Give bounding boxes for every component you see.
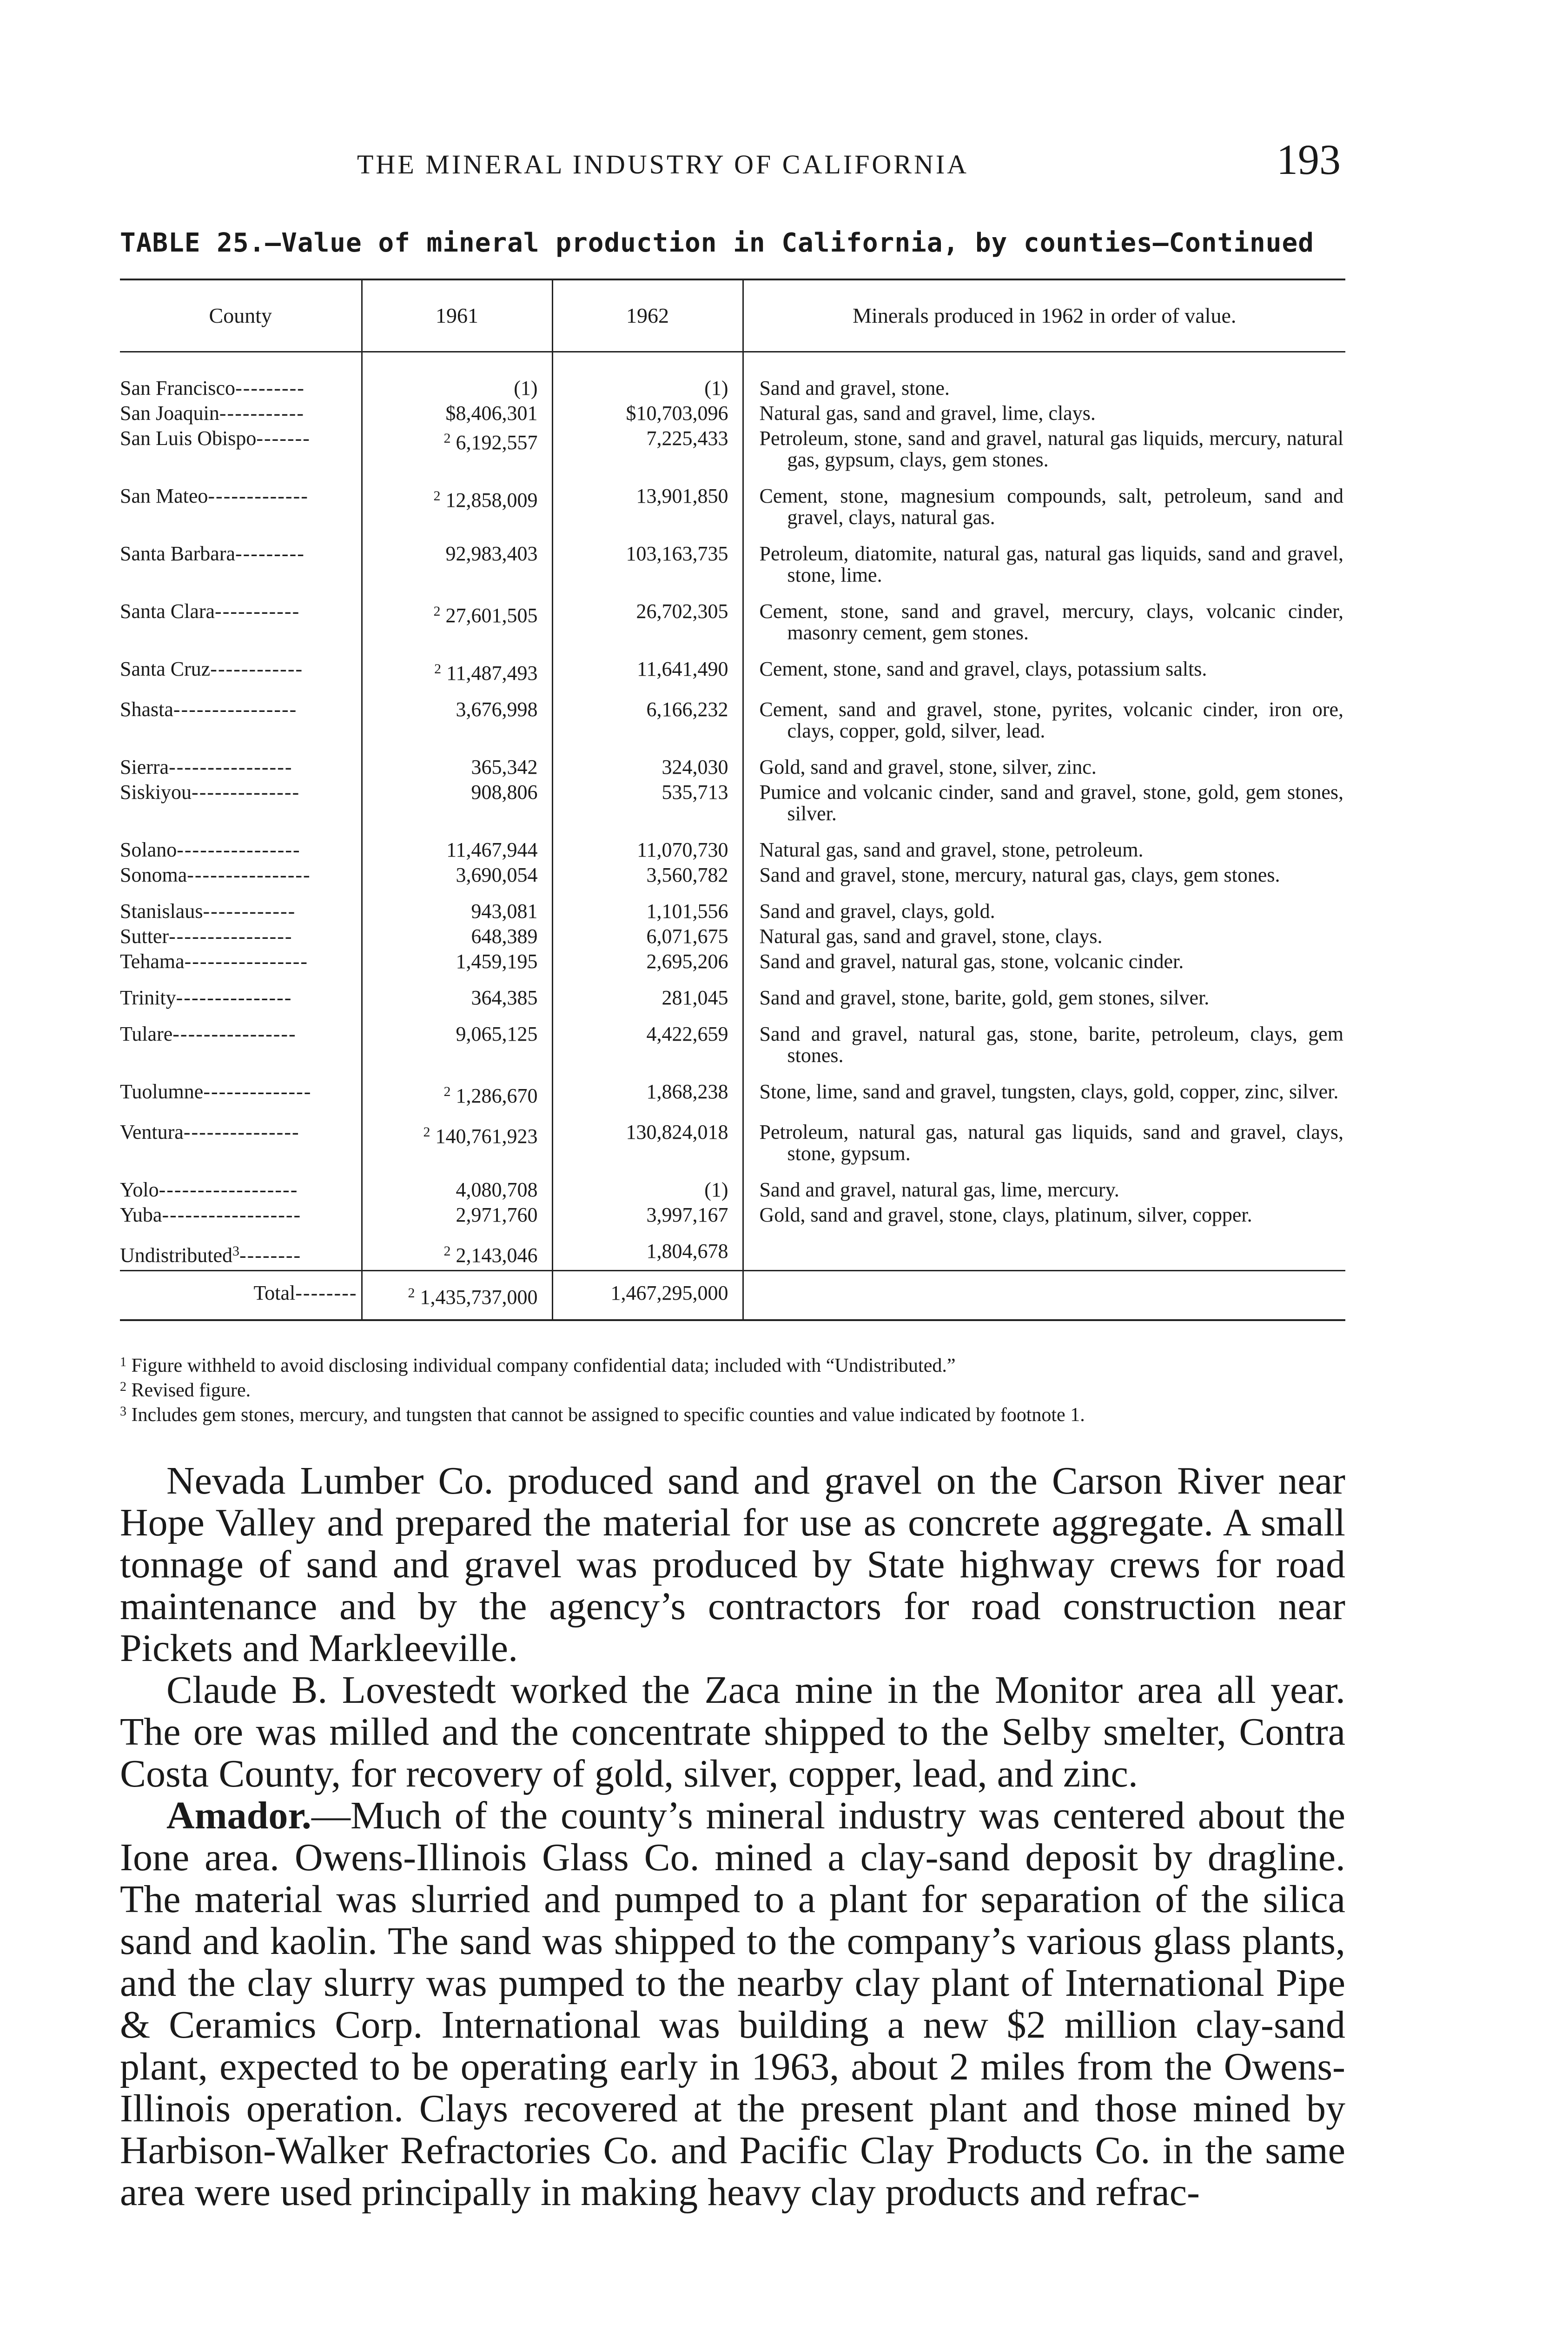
- county-cell: Undistributed$^3$--------: [120, 1243, 302, 1267]
- document-page: [120, 135, 1345, 2213]
- county-cell: Sonoma----------------: [120, 864, 311, 886]
- county-cell: Santa Barbara---------: [120, 542, 305, 565]
- county-cell: Tuolumne--------------: [120, 1080, 312, 1103]
- value-1962-cell: 1,101,556: [552, 890, 743, 926]
- body-text: [120, 1460, 1345, 2213]
- value-1961-cell: 1,459,195: [362, 951, 552, 976]
- minerals-cell: Petroleum, stone, sand and gravel, natural gas liquids, mercury, natural gas, gypsum, clays, gem stones.: [743, 428, 1345, 474]
- value-1962-cell: 281,045: [552, 976, 743, 1012]
- table-row: [120, 745, 1345, 782]
- value-1961-cell: 92,983,403: [362, 532, 552, 590]
- value-1961-cell: $^2$ 1,286,670: [362, 1070, 552, 1110]
- value-1961-cell: 3,690,054: [362, 864, 552, 890]
- footnote: $^1$ Figure withheld to avoid disclosing individual company confidential data; included with “Undistributed.”: [120, 1355, 956, 1376]
- table-row: [120, 1012, 1345, 1070]
- value-1962-cell: 1,868,238: [552, 1070, 743, 1110]
- minerals-cell: Sand and gravel, stone, barite, gold, gem stones, silver.: [743, 976, 1345, 1012]
- county-cell: Trinity---------------: [120, 986, 292, 1009]
- value-1962-cell: 1,804,678: [552, 1229, 743, 1271]
- county-cell: Solano----------------: [120, 838, 301, 861]
- running-head: [120, 135, 1345, 195]
- table-row: [120, 590, 1345, 647]
- minerals-cell: Petroleum, diatomite, natural gas, natural gas liquids, sand and gravel, stone, lime.: [743, 532, 1345, 590]
- minerals-cell: Gold, sand and gravel, stone, clays, platinum, silver, copper.: [743, 1204, 1345, 1229]
- value-1961-cell: 3,676,998: [362, 688, 552, 745]
- table-row: [120, 1070, 1345, 1110]
- value-1961-cell: $^2$ 6,192,557: [362, 428, 552, 474]
- paragraph: Claude B. Lovestedt worked the Zaca mine in the Monitor area all year. The ore was milled and the concentrate shipped to the Selby smelter, Contra Costa County, for recovery of gold, silver, copper, lead, and zinc.: [120, 1668, 1345, 1795]
- paragraph: Nevada Lumber Co. produced sand and gravel on the Carson River near Hope Valley and prepared the material for use as concrete aggregate. A small tonnage of sand and gravel was produced by State highway crews for road maintenance and by the agency’s contractors for road construction near Pickets and Markleeville.: [120, 1459, 1345, 1670]
- value-1962-cell: 11,641,490: [552, 647, 743, 688]
- total-label: Total--------: [120, 1271, 362, 1321]
- county-cell: Ventura---------------: [120, 1121, 300, 1143]
- minerals-cell: Stone, lime, sand and gravel, tungsten, clays, gold, copper, zinc, silver.: [743, 1070, 1345, 1110]
- section-lead: Amador.: [166, 1794, 311, 1837]
- value-1961-cell: $8,406,301: [362, 403, 552, 428]
- value-1961-cell: 364,385: [362, 976, 552, 1012]
- county-cell: Sutter----------------: [120, 926, 293, 948]
- total-1962-cell: 1,467,295,000: [552, 1271, 743, 1321]
- county-cell: San Joaquin-----------: [120, 403, 305, 425]
- minerals-cell: Sand and gravel, stone.: [743, 352, 1345, 403]
- value-1961-cell: 2,971,760: [362, 1204, 552, 1229]
- value-1962-cell: 6,071,675: [552, 926, 743, 951]
- minerals-cell: Pumice and volcanic cinder, sand and gravel, stone, gold, gem stones, silver.: [743, 782, 1345, 828]
- value-1961-cell: 908,806: [362, 782, 552, 828]
- value-1962-cell: 130,824,018: [552, 1110, 743, 1168]
- table-row: [120, 1110, 1345, 1168]
- table-body: [120, 352, 1345, 1321]
- total-minerals-cell: [743, 1271, 1345, 1321]
- footnote: $^2$ Revised figure.: [120, 1380, 251, 1401]
- total-1961-cell: $^2$ 1,435,737,000: [362, 1271, 552, 1321]
- running-head-title: THE MINERAL INDUSTRY OF CALIFORNIA: [357, 149, 969, 179]
- table-row: [120, 951, 1345, 976]
- value-1962-cell: 7,225,433: [552, 428, 743, 474]
- value-1962-cell: (1): [552, 352, 743, 403]
- minerals-cell: Natural gas, sand and gravel, stone, clays.: [743, 926, 1345, 951]
- value-1962-cell: 26,702,305: [552, 590, 743, 647]
- table-row: [120, 474, 1345, 532]
- table-caption: TABLE 25.—Value of mineral production in California, by counties—Continued: [120, 228, 1314, 258]
- county-cell: Tulare----------------: [120, 1023, 297, 1045]
- table-row: [120, 976, 1345, 1012]
- table-row: [120, 647, 1345, 688]
- minerals-cell: [743, 1229, 1345, 1271]
- county-cell: San Francisco---------: [120, 377, 305, 399]
- table-row: [120, 1168, 1345, 1204]
- value-1961-cell: 11,467,944: [362, 828, 552, 864]
- value-1961-cell: 9,065,125: [362, 1012, 552, 1070]
- value-1962-cell: 4,422,659: [552, 1012, 743, 1070]
- table-row: [120, 864, 1345, 890]
- value-1961-cell: 4,080,708: [362, 1168, 552, 1204]
- value-1962-cell: 3,560,782: [552, 864, 743, 890]
- value-1962-cell: (1): [552, 1168, 743, 1204]
- value-1961-cell: 648,389: [362, 926, 552, 951]
- county-cell: Sierra----------------: [120, 756, 293, 778]
- table-row: [120, 403, 1345, 428]
- value-1961-cell: (1): [362, 352, 552, 403]
- page-number: 193: [1277, 136, 1341, 183]
- paragraph: Amador.—Much of the county’s mineral industry was centered about the Ione area. Owens-Illinois Glass Co. mined a clay-sand deposit by dragline. The material was slurried and pumped to a plant for separation of the silica sand and kaolin. The sand was shipped to the company’s various glass plants, and the clay slurry was pumped to the nearby clay plant of International Pipe & Ceramics Corp. International was building a new $2 million clay-sand plant, expected to be operating early in 1963, about 2 miles from the Owens-Illinois operation. Clays recovered at the present plant and those mined by Harbison-Walker Refractories Co. and Pacific Clay Products Co. in the same area were used principally in making heavy clay products and refrac-: [120, 1794, 1345, 2214]
- value-1961-cell: 943,081: [362, 890, 552, 926]
- mineral-production-table: [120, 279, 1345, 1321]
- total-row: [120, 1271, 1345, 1321]
- table-row: [120, 352, 1345, 403]
- value-1962-cell: 324,030: [552, 745, 743, 782]
- value-1961-cell: $^2$ 140,761,923: [362, 1110, 552, 1168]
- minerals-cell: Cement, sand and gravel, stone, pyrites, volcanic cinder, iron ore, clays, copper, gold, silver, lead.: [743, 688, 1345, 745]
- table-row: [120, 532, 1345, 590]
- table-row: [120, 688, 1345, 745]
- value-1962-cell: 103,163,735: [552, 532, 743, 590]
- value-1961-cell: $^2$ 12,858,009: [362, 474, 552, 532]
- minerals-cell: Gold, sand and gravel, stone, silver, zinc.: [743, 745, 1345, 782]
- minerals-cell: Cement, stone, sand and gravel, mercury, clays, volcanic cinder, masonry cement, gem stones.: [743, 590, 1345, 647]
- value-1962-cell: 6,166,232: [552, 688, 743, 745]
- value-1962-cell: $10,703,096: [552, 403, 743, 428]
- footnotes: [120, 1352, 1345, 1426]
- table-row: [120, 1204, 1345, 1229]
- minerals-cell: Sand and gravel, natural gas, lime, mercury.: [743, 1168, 1345, 1204]
- value-1962-cell: 535,713: [552, 782, 743, 828]
- value-1961-cell: $^2$ 2,143,046: [362, 1229, 552, 1271]
- table-row: [120, 890, 1345, 926]
- minerals-cell: Natural gas, sand and gravel, lime, clays.: [743, 403, 1345, 428]
- county-cell: Stanislaus------------: [120, 900, 296, 923]
- minerals-cell: Sand and gravel, natural gas, stone, barite, petroleum, clays, gem stones.: [743, 1012, 1345, 1070]
- table-header-row: [120, 279, 1345, 352]
- table-row: [120, 1229, 1345, 1271]
- value-1961-cell: $^2$ 27,601,505: [362, 590, 552, 647]
- county-cell: San Luis Obispo-------: [120, 428, 311, 450]
- minerals-cell: Cement, stone, sand and gravel, clays, potassium salts.: [743, 647, 1345, 688]
- county-cell: Tehama----------------: [120, 951, 309, 973]
- value-1962-cell: 2,695,206: [552, 951, 743, 976]
- table-row: [120, 782, 1345, 828]
- header-1961: 1961: [362, 279, 552, 352]
- county-cell: Santa Cruz------------: [120, 658, 304, 680]
- value-1962-cell: 13,901,850: [552, 474, 743, 532]
- county-cell: Yuba------------------: [120, 1204, 302, 1226]
- value-1961-cell: $^2$ 11,487,493: [362, 647, 552, 688]
- minerals-cell: Natural gas, sand and gravel, stone, petroleum.: [743, 828, 1345, 864]
- footnote: $^3$ Includes gem stones, mercury, and tungsten that cannot be assigned to specific counties and value indicated by footnote 1.: [120, 1404, 1085, 1426]
- county-cell: Siskiyou--------------: [120, 782, 300, 804]
- table-row: [120, 828, 1345, 864]
- county-cell: Shasta----------------: [120, 698, 298, 721]
- county-cell: San Mateo-------------: [120, 485, 309, 507]
- header-1962: 1962: [552, 279, 743, 352]
- value-1962-cell: 11,070,730: [552, 828, 743, 864]
- value-1961-cell: 365,342: [362, 745, 552, 782]
- table-row: [120, 926, 1345, 951]
- county-cell: Yolo------------------: [120, 1178, 298, 1201]
- minerals-cell: Cement, stone, magnesium compounds, salt, petroleum, sand and gravel, clays, natural gas.: [743, 474, 1345, 532]
- header-county: County: [120, 279, 362, 352]
- minerals-cell: Petroleum, natural gas, natural gas liquids, sand and gravel, clays, stone, gypsum.: [743, 1110, 1345, 1168]
- county-cell: Santa Clara-----------: [120, 600, 300, 623]
- minerals-cell: Sand and gravel, stone, mercury, natural gas, clays, gem stones.: [743, 864, 1345, 890]
- header-minerals: Minerals produced in 1962 in order of value.: [743, 279, 1345, 352]
- minerals-cell: Sand and gravel, clays, gold.: [743, 890, 1345, 926]
- value-1962-cell: 3,997,167: [552, 1204, 743, 1229]
- table-row: [120, 428, 1345, 474]
- minerals-cell: Sand and gravel, natural gas, stone, volcanic cinder.: [743, 951, 1345, 976]
